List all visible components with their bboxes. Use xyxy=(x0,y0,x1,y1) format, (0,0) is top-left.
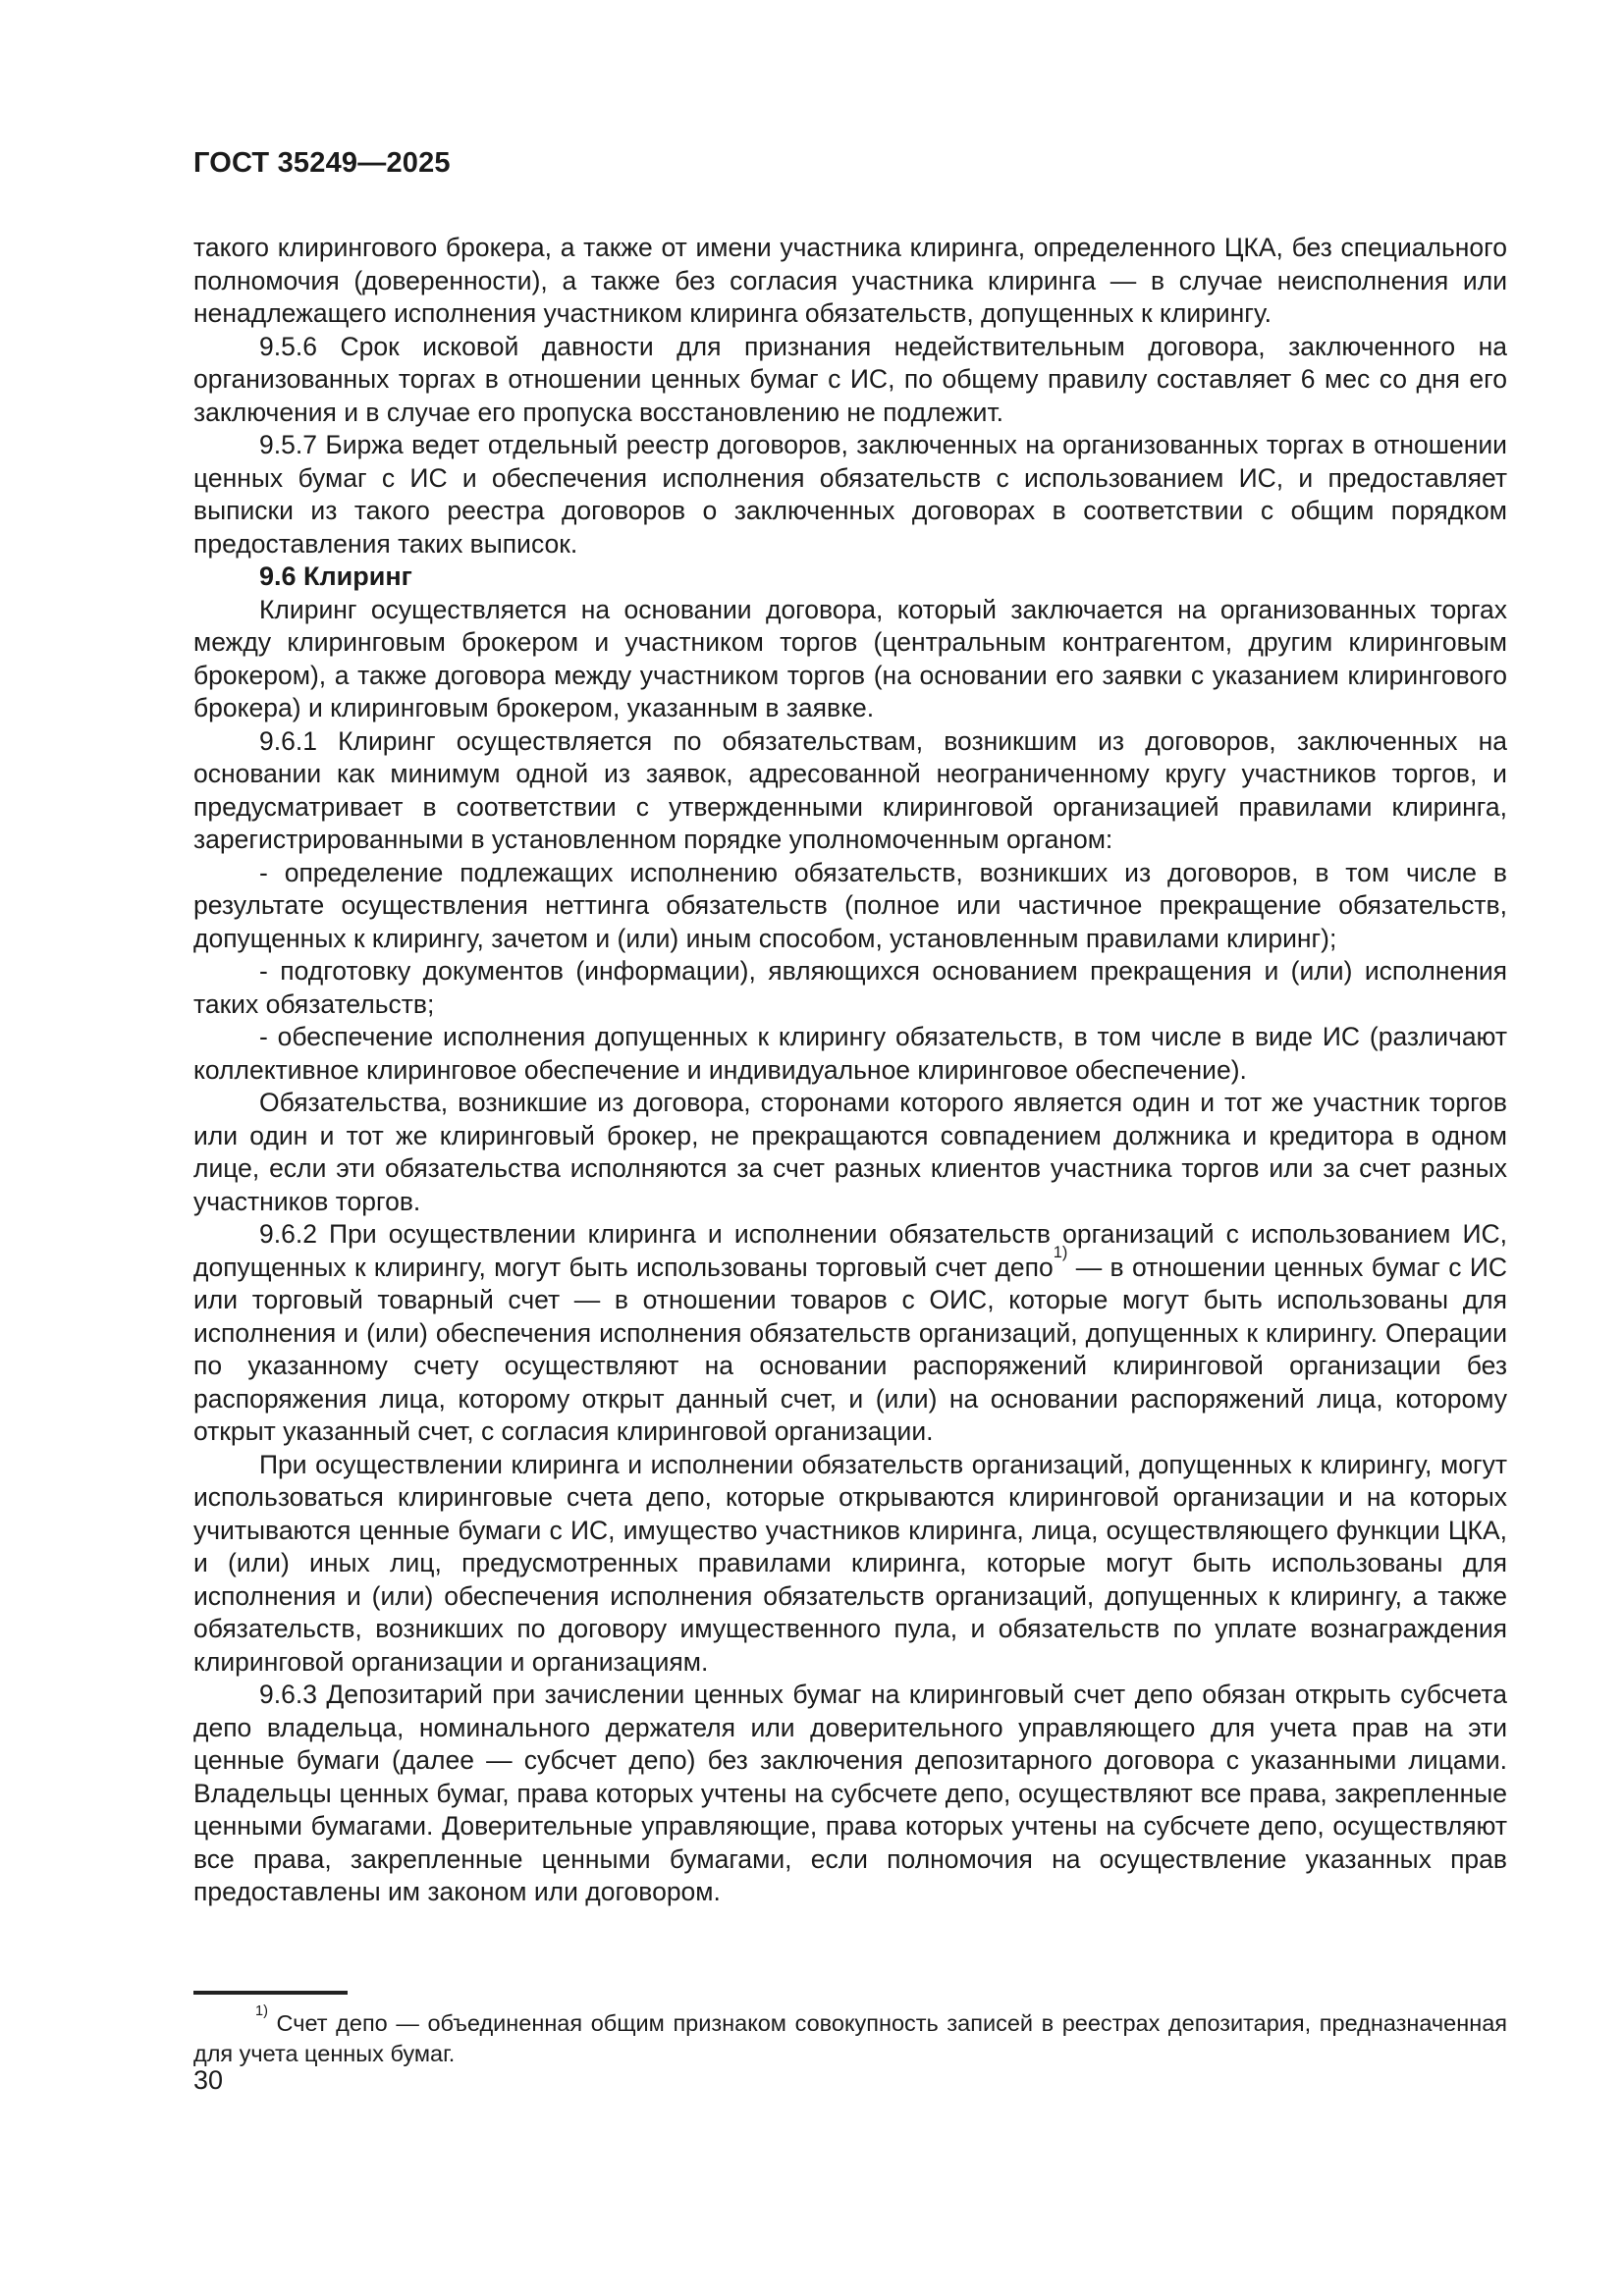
paragraph: 9.6.3 Депозитарий при зачислении ценных бумаг на клиринговый счет депо обязан открыть субсчета депо владельца, номинального держателя или доверительного управляющего для учета прав на эти ценные бумаги (далее — субсчет депо) без заключения депозитарного договора с указанными лицами. Владельцы ценных бумаг, права которых учтены на субсчете депо, осуществляют все права, закрепленные ценными бумагами. Доверительные управляющие, права которых учтены на субсчете депо, осуществляют все права, закрепленные ценными бумагами, если полномочия на осуществление указанных прав предоставлены им законом или договором. xyxy=(193,1680,1507,1906)
paragraph: - определение подлежащих исполнению обязательств, возникших из договоров, в том числе в результате осуществления неттинга обязательств (полное или частичное прекращение обязательств, допущенных к клирингу, зачетом и (или) иным способом, установленным правилами клиринг); xyxy=(193,857,1507,953)
paragraph: 9.6.1 Клиринг осуществляется по обязательствам, возникшим из договоров, заключенных на основании как минимум одной из заявок, адресованной неограниченному кругу участников торгов, и предусматривает в соответствии с утвержденными клиринговой организацией правилами клиринга, зарегистрированными в установленном порядке уполномоченным органом: xyxy=(193,725,1507,854)
paragraph: - обеспечение исполнения допущенных к клирингу обязательств, в том числе в виде ИС (различают коллективное клиринговое обеспечение и индивидуальное клиринговое обеспечение). xyxy=(193,1022,1507,1085)
footnote-reference: 1) xyxy=(1053,1244,1068,1262)
paragraph: такого клирингового брокера, а также от имени участника клиринга, определенного ЦКА, без специального полномочия (доверенности), а также без согласия участника клиринга — в случае неисполнения или ненадлежащего исполнения участником клиринга обязательств, допущенных к клирингу. xyxy=(193,233,1507,328)
paragraph: 9.5.7 Биржа ведет отдельный реестр договоров, заключенных на организованных торгах в отношении ценных бумаг с ИС и обеспечения исполнения обязательств с использованием ИС, и предоставляет выписки из такого реестра договоров о заключенных договорах в соответствии с общим порядком предоставления таких выписок. xyxy=(193,430,1507,559)
section-heading: 9.6 Клиринг xyxy=(259,561,412,591)
page-number: 30 xyxy=(193,2065,224,2095)
running-header: ГОСТ 35249—2025 xyxy=(193,147,451,179)
footnote-text: Счет депо — объединенная общим признаком совокупность записей в реестрах депозитария, предназначенная для учета ценных бумаг. xyxy=(193,2010,1507,2066)
body-text xyxy=(193,232,1507,1909)
footnote-marker: 1) xyxy=(255,2002,268,2019)
paragraph: 9.5.6 Срок исковой давности для признания недействительным договора, заключенного на организованных торгах в отношении ценных бумаг с ИС, по общему правилу составляет 6 мес со дня его заключения и в случае его пропуска восстановлению не подлежит. xyxy=(193,331,1507,427)
paragraph-with-footnote-ref xyxy=(193,1218,1507,1449)
paragraph: - подготовку документов (информации), являющихся основанием прекращения и (или) исполнения таких обязательств; xyxy=(193,956,1507,1019)
paragraph: Клиринг осуществляется на основании договора, который заключается на организованных торгах между клиринговым брокером и участником торгов (центральным контрагентом, другим клиринговым брокером), а также договора между участником торгов (на основании его заявки с указанием клирингового брокера) и клиринговым брокером, указанным в заявке. xyxy=(193,594,1507,722)
paragraph: Обязательства, возникшие из договора, сторонами которого является один и тот же участник торгов или один и тот же клиринговый брокер, не прекращаются совпадением должника и кредитора в одном лице, если эти обязательства исполняются за счет разных клиентов участника торгов или за счет разных участников торгов. xyxy=(193,1088,1507,1216)
paragraph-text: — в отношении ценных бумаг с ИС или торговый товарный счет — в отношении товаров с ОИС, которые могут быть использованы для исполнения и (или) обеспечения исполнения обязательств организаций, допущенных к клирингу. Операции по указанному счету осуществляют на основании распоряжений клиринговой организации без распоряжения лица, которому открыт данный счет, и (или) на основании распоряжений лица, которому открыт указанный счет, с согласия клиринговой организации. xyxy=(193,1252,1508,1446)
footnote-block xyxy=(193,1991,1507,2069)
footnote-separator-rule xyxy=(193,1991,348,1995)
paragraph: При осуществлении клиринга и исполнении обязательств организаций, допущенных к клирингу, могут использоваться клиринговые счета депо, которые открываются клиринговой организации и на которых учитываются ценные бумаги с ИС, имущество участников клиринга, лица, осуществляющего функции ЦКА, и (или) иных лиц, предусмотренных правилами клиринга, которые могут быть использованы для исполнения и (или) обеспечения исполнения обязательств организаций, допущенных к клирингу, а также обязательств, возникших по договору имущественного пула, и обязательств по уплате вознаграждения клиринговой организации и организациям. xyxy=(193,1449,1507,1677)
footnote xyxy=(193,2002,1507,2069)
paragraph-text: 9.6.2 При осуществлении клиринга и исполнении обязательств организаций с использованием ИС, допущенных к клирингу, могут быть использованы торговый счет депо xyxy=(193,1219,1507,1282)
